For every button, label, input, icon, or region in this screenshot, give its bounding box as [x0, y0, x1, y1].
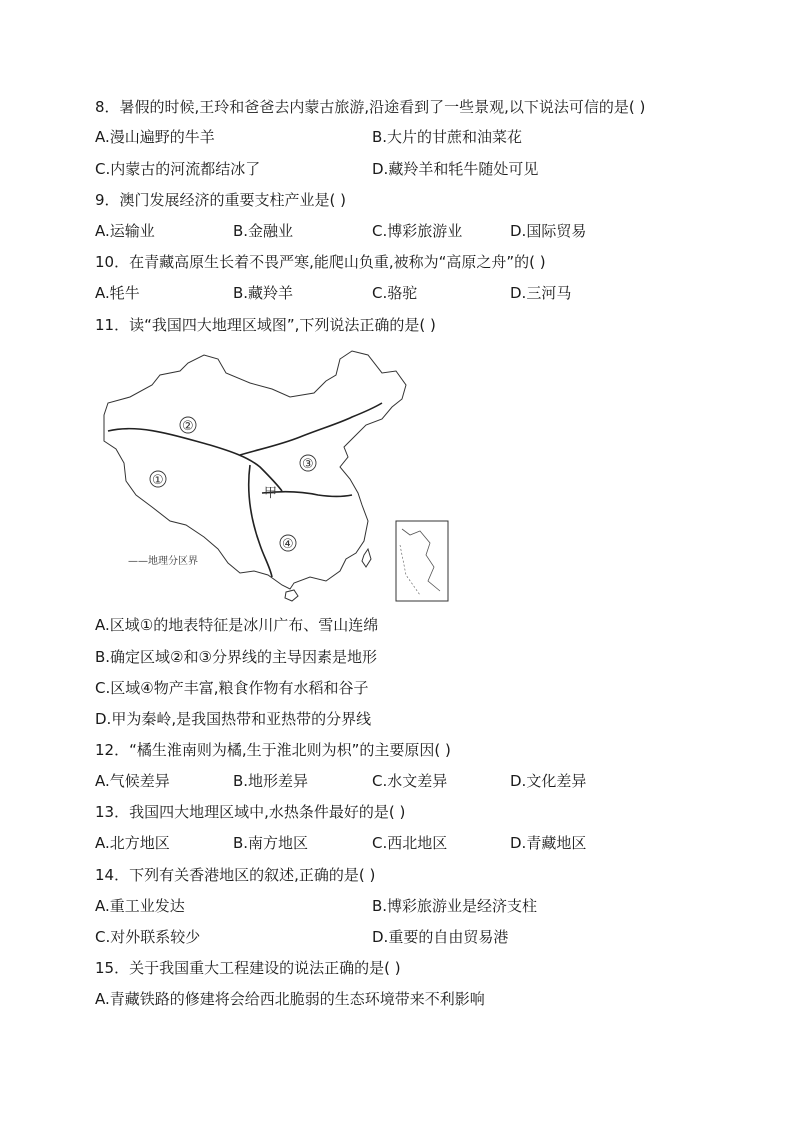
- q11-stem: 11．读“我国四大地理区域图”,下列说法正确的是( ): [95, 316, 436, 334]
- hainan-island: [285, 590, 298, 601]
- q8-option-b: B.大片的甘蔗和油菜花: [372, 128, 523, 146]
- q10-option-b: B.藏羚羊: [233, 284, 294, 302]
- jia-label: 甲: [264, 486, 278, 501]
- q9-option-b: B.金融业: [233, 222, 294, 240]
- q14-option-d: D.重要的自由贸易港: [372, 928, 509, 946]
- region-3-label: ③: [302, 457, 314, 472]
- q15-option-a: A.青藏铁路的修建将会给西北脆弱的生态环境带来不利影响: [95, 990, 485, 1008]
- q12-option-a: A.气候差异: [95, 772, 170, 790]
- q13-option-d: D.青藏地区: [510, 834, 587, 852]
- q10-stem: 10．在青藏高原生长着不畏严寒,能爬山负重,被称为“高原之舟”的( ): [95, 253, 546, 271]
- q8-stem: 8．暑假的时候,王玲和爸爸去内蒙古旅游,沿途看到了一些景观,以下说法可信的是( ): [95, 98, 646, 116]
- q14-option-b: B.博彩旅游业是经济支柱: [372, 897, 538, 915]
- china-regions-map: [100, 345, 460, 607]
- q11-option-a: A.区域①的地表特征是冰川广布、雪山连绵: [95, 616, 379, 634]
- q13-option-b: B.南方地区: [233, 834, 309, 852]
- q15-stem: 15．关于我国重大工程建设的说法正确的是( ): [95, 959, 401, 977]
- q14-stem: 14．下列有关香港地区的叙述,正确的是( ): [95, 866, 376, 884]
- q9-option-d: D.国际贸易: [510, 222, 587, 240]
- q11-option-c: C.区域④物产丰富,粮食作物有水稻和谷子: [95, 679, 369, 697]
- region-4-label: ④: [282, 537, 294, 552]
- q10-option-a: A.牦牛: [95, 284, 140, 302]
- q14-option-a: A.重工业发达: [95, 897, 185, 915]
- q13-option-c: C.西北地区: [372, 834, 448, 852]
- boundary-northwest-tibet: [108, 429, 282, 491]
- q9-option-a: A.运输业: [95, 222, 155, 240]
- q9-stem: 9．澳门发展经济的重要支柱产业是( ): [95, 191, 347, 209]
- q12-stem: 12．“橘生淮南则为橘,生于淮北则为枳”的主要原因( ): [95, 741, 451, 759]
- q12-option-d: D.文化差异: [510, 772, 587, 790]
- q9-option-c: C.博彩旅游业: [372, 222, 463, 240]
- q10-option-c: C.骆驼: [372, 284, 418, 302]
- q8-option-d: D.藏羚羊和牦牛随处可见: [372, 160, 539, 178]
- q13-option-a: A.北方地区: [95, 834, 170, 852]
- q13-stem: 13．我国四大地理区域中,水热条件最好的是( ): [95, 803, 406, 821]
- q11-option-d: D.甲为秦岭,是我国热带和亚热带的分界线: [95, 710, 372, 728]
- map-legend: ——地理分区界: [128, 556, 198, 567]
- q10-option-d: D.三河马: [510, 284, 572, 302]
- q8-option-a: A.漫山遍野的牛羊: [95, 128, 215, 146]
- taiwan-island: [362, 549, 371, 567]
- region-2-label: ②: [182, 419, 194, 434]
- q11-option-b: B.确定区域②和③分界线的主导因素是地形: [95, 648, 377, 666]
- boundary-north-northwest: [240, 403, 382, 455]
- q12-option-b: B.地形差异: [233, 772, 309, 790]
- q12-option-c: C.水文差异: [372, 772, 448, 790]
- boundary-tibet-east: [249, 465, 272, 577]
- q8-option-c: C.内蒙古的河流都结冰了: [95, 160, 261, 178]
- q14-option-c: C.对外联系较少: [95, 928, 201, 946]
- region-1-label: ①: [152, 473, 164, 488]
- china-outline: [104, 351, 406, 589]
